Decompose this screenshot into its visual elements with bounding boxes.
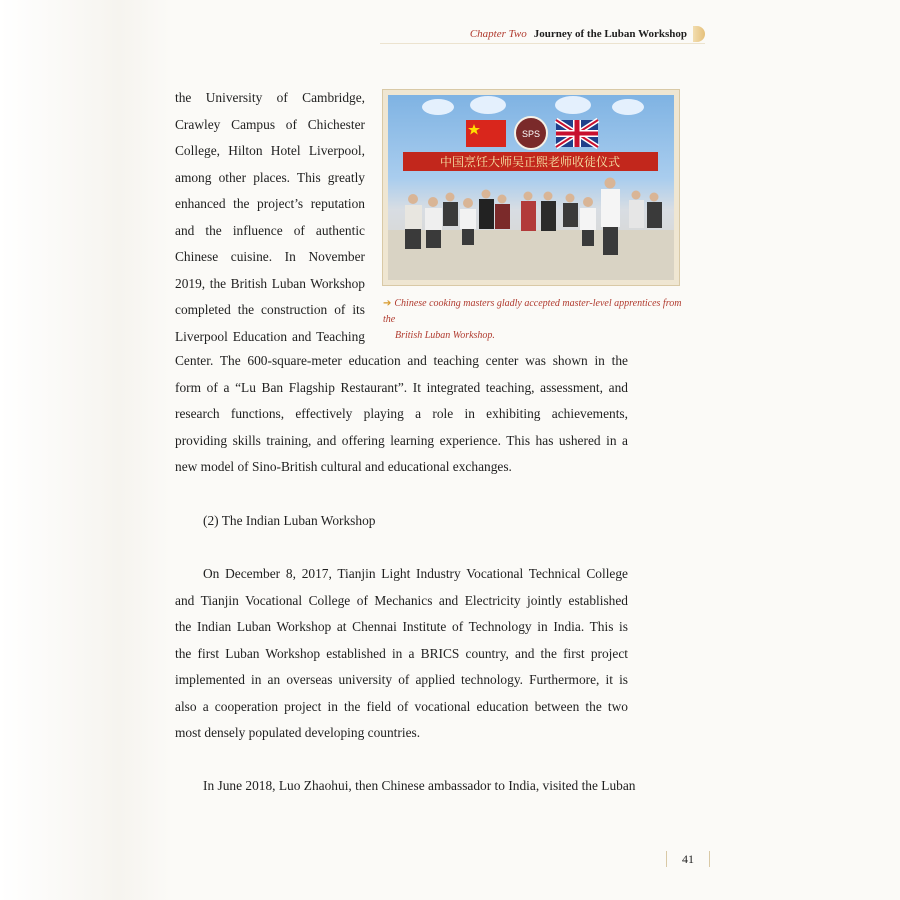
- text-line: also a cooperation project in the field of vocational education between the two: [175, 698, 628, 714]
- text-line: new model of Sino-British cultural and educational exchanges.: [175, 459, 512, 474]
- text-line: In June 2018, Luo Zhaohui, then Chinese ambassador to India, visited the Luban: [203, 778, 636, 793]
- header-chapter: Chapter Two: [469, 28, 527, 40]
- text-line: research functions, effectively playing a role in exhibiting achievements,: [175, 406, 628, 421]
- header-tab-decoration: [693, 26, 705, 42]
- paragraph-3: [175, 773, 636, 800]
- text-line: and the influence of authentic: [175, 222, 365, 238]
- paragraph-1-wrapped: [175, 85, 365, 350]
- text-line: providing skills training, and offering learning experience. This has ushered in a: [175, 432, 628, 448]
- ceremony-photo: [388, 95, 674, 280]
- header-title: Journey of the Luban Workshop: [533, 28, 687, 40]
- text-line: Center. The 600-square-meter education and teaching center was shown in the: [175, 353, 628, 368]
- text-line: form of a “Lu Ban Flagship Restaurant”. It integrated teaching, assessment, and: [175, 379, 628, 395]
- page-number: 41: [666, 851, 710, 867]
- photo-caption: [383, 296, 688, 344]
- ceremony-photo-illustration: [388, 95, 674, 280]
- text-line: the Indian Luban Workshop at Chennai Institute of Technology in India. This is: [175, 619, 628, 634]
- text-line: Crawley Campus of Chichester: [175, 116, 365, 132]
- logo-text: SPS: [521, 129, 541, 139]
- text-line: completed the construction of its: [175, 302, 365, 317]
- frame-corner-ornament: [388, 95, 400, 107]
- text-line: and Tianjin Vocational College of Mechanics and Electricity jointly established: [175, 592, 628, 608]
- frame-corner-ornament: [662, 268, 674, 280]
- text-line: enhanced the project’s reputation: [175, 196, 365, 211]
- text-line: On December 8, 2017, Tianjin Light Industry Vocational Technical College: [203, 566, 628, 581]
- text-line: the University of Cambridge,: [175, 90, 365, 105]
- page-gutter-shadow: [0, 0, 170, 900]
- photo-frame: [382, 89, 680, 286]
- frame-corner-ornament: [662, 95, 674, 107]
- text-line: implemented in an overseas university of applied technology. Furthermore, it is: [175, 672, 628, 687]
- text-line: College, Hilton Hotel Liverpool,: [175, 143, 365, 158]
- arrow-right-icon: ➔: [383, 298, 392, 309]
- paragraph-2: [175, 561, 628, 747]
- banner-text: 中国烹饪大师吴正熙老师收徒仪式: [439, 155, 621, 169]
- caption-line: British Luban Workshop.: [395, 330, 495, 341]
- text-line: most densely populated developing countries.: [175, 725, 421, 740]
- caption-line: Chinese cooking masters gladly accepted master-level apprentices from the: [383, 298, 682, 325]
- paragraph-1-continued: [175, 348, 628, 481]
- text-line: 2019, the British Luban Workshop: [175, 275, 365, 291]
- text-line: the first Luban Workshop established in a BRICS country, and the first project: [175, 645, 628, 661]
- frame-corner-ornament: [388, 268, 400, 280]
- text-line: Chinese cuisine. In November: [175, 249, 365, 264]
- text-line: Liverpool Education and Teaching: [175, 328, 365, 344]
- section-subheading: (2) The Indian Luban Workshop: [203, 513, 376, 528]
- running-header: [380, 25, 705, 44]
- text-line: among other places. This greatly: [175, 169, 365, 185]
